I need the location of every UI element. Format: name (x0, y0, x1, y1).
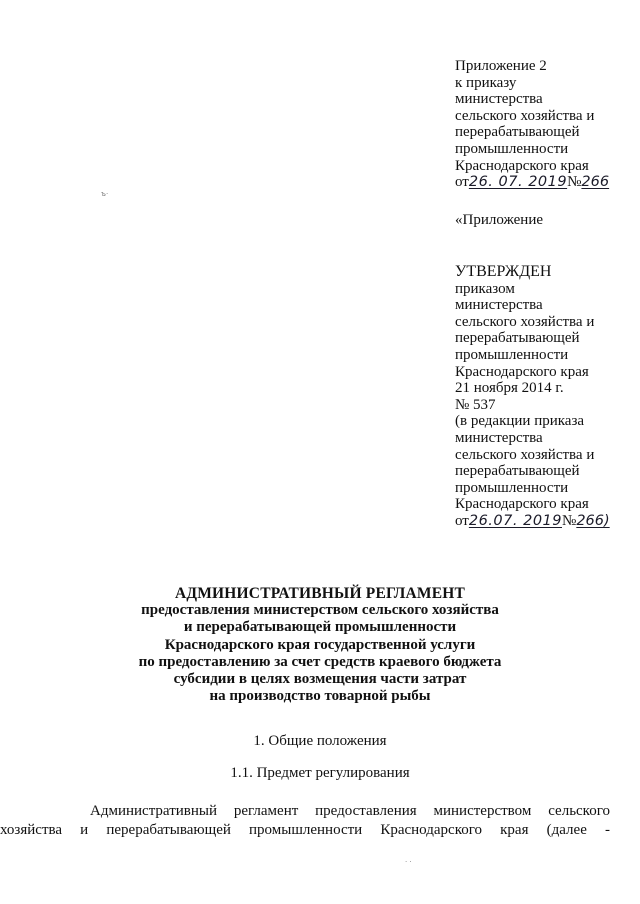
appendix-open-label: «Приложение (455, 212, 544, 228)
appendix-line: сельского хозяйства и (455, 107, 595, 124)
approved-line: Краснодарского края (455, 363, 589, 380)
subsection-heading-subject: 1.1. Предмет регулирования (230, 765, 410, 781)
handwritten-number: 266 (581, 174, 610, 191)
scan-speck: ъ· (101, 190, 109, 198)
appendix-date-line (455, 174, 635, 191)
approved-line: промышленности (455, 346, 569, 363)
approved-line: промышленности (455, 479, 569, 496)
regulation-title (0, 585, 640, 705)
title-line: субсидии в целях возмещения части затрат (173, 671, 467, 688)
appendix-line: министерства (455, 91, 543, 108)
approved-line: перерабатывающей (455, 463, 580, 480)
section-heading-general: 1. Общие положения (253, 733, 387, 749)
appendix-line: к приказу (455, 74, 517, 91)
number-prefix: № (562, 512, 577, 529)
title-line: предоставления министерством сельского хозяйства (141, 602, 499, 619)
number-prefix: № (567, 174, 582, 191)
title-line: и перерабатывающей промышленности (183, 619, 457, 636)
approved-line: министерства (455, 297, 543, 314)
title-line: по предоставлению за счет средств краевого бюджета (138, 653, 502, 670)
scan-speck: · · (405, 858, 412, 866)
approved-number-original: № 537 (455, 396, 496, 413)
approved-line: сельского хозяйства и (455, 313, 595, 330)
appendix-line: Приложение 2 (455, 58, 547, 74)
approved-date-original: 21 ноября 2014 г. (455, 380, 564, 397)
approved-line: (в редакции приказа (455, 413, 585, 430)
approved-line: приказом (455, 280, 515, 297)
body-paragraph (0, 802, 610, 839)
paragraph-line: Административный регламент предоставления министерством сельского (90, 803, 610, 819)
appendix-line: перерабатывающей (455, 124, 580, 141)
paragraph-line: хозяйства и перерабатывающей промышленности Краснодарского края (далее - (0, 821, 610, 838)
approved-line: перерабатывающей (455, 330, 580, 347)
approved-title: УТВЕРЖДЕН (455, 263, 552, 280)
date-prefix: от (455, 174, 469, 191)
handwritten-number: 266 (576, 512, 604, 529)
approved-line: министерства (455, 429, 543, 446)
title-line: Краснодарского края государственной услуги (164, 636, 476, 653)
appendix-line: промышленности (455, 140, 569, 157)
appendix-2-header (455, 58, 635, 191)
close-paren: ) (604, 512, 610, 529)
handwritten-date: 26. 07. 2019 (468, 174, 568, 191)
approved-line: сельского хозяйства и (455, 446, 595, 463)
document-title: АДМИНИСТРАТИВНЫЙ РЕГЛАМЕНТ (174, 585, 466, 602)
title-line: на производство товарной рыбы (209, 688, 431, 705)
approved-revision-date-line (455, 513, 635, 530)
approved-line: Краснодарского края (455, 496, 589, 513)
handwritten-date: 26.07. 2019 (468, 512, 562, 529)
approved-block (455, 264, 635, 530)
appendix-line: Краснодарского края (455, 157, 589, 174)
date-prefix: от (455, 512, 469, 529)
